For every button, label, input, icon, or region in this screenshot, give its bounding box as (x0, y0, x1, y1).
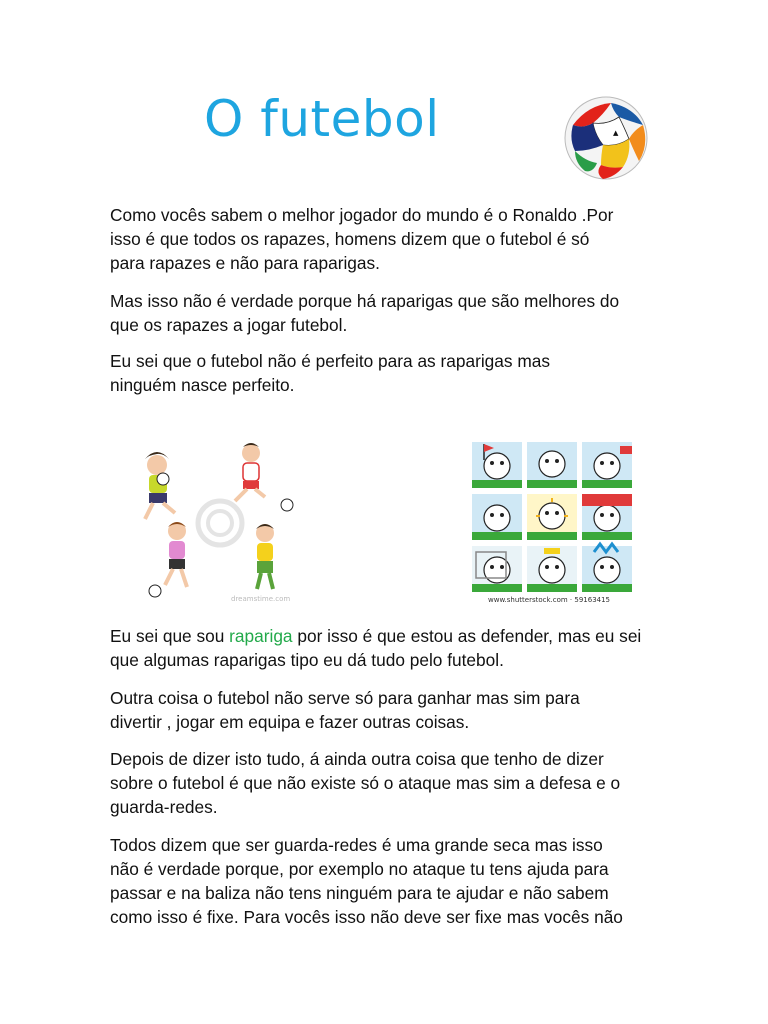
highlighted-word: rapariga (229, 626, 293, 646)
paragraph-6: Depois de dizer isto tudo, á ainda outra coisa que tenho de dizer sobre o futebol é que não existe só o ataque mas sim a defesa e o guarda-redes. (110, 749, 621, 817)
cartoon-soccer-balls-image (470, 440, 635, 605)
paragraph-3: Eu sei que o futebol não é perfeito para as raparigas mas ninguém nasce perfeito. (110, 351, 550, 395)
svg-text:▲: ▲ (613, 129, 619, 137)
soccer-ball-image (563, 95, 649, 181)
paragraph-2: Mas isso não é verdade porque há raparigas que são melhores do que os rapazes a jogar futebol. (110, 291, 620, 335)
image-watermark: dreamstime.com (231, 595, 291, 603)
paragraph-5: Outra coisa o futebol não serve só para ganhar mas sim para divertir , jogar em equipa e fazer outras coisas. (110, 688, 580, 732)
paragraph-4-after: por isso é que estou as defender, mas eu sei que algumas raparigas tipo eu dá tudo pelo futebol. (110, 626, 642, 670)
page-title: O futebol (204, 90, 440, 148)
paragraph-1: Como vocês sabem o melhor jogador do mundo é o Ronaldo .Por isso é que todos os rapazes, homens dizem que o futebol é só para rapazes e não para raparigas. (110, 205, 614, 273)
girls-playing-football-image (135, 435, 305, 605)
paragraph-7: Todos dizem que ser guarda-redes é uma grande seca mas isso não é verdade porque, por exemplo no ataque tu tens ajuda para passar e na baliza não tens ninguém para te ajudar e não sabem como isso é fixe. Para vocês isso não deve ser fixe mas vocês não (110, 835, 623, 927)
paragraph-4-before: Eu sei que sou (110, 626, 230, 646)
paragraph-4 (110, 624, 670, 672)
image-caption: www.shutterstock.com · 59163415 (488, 596, 611, 604)
